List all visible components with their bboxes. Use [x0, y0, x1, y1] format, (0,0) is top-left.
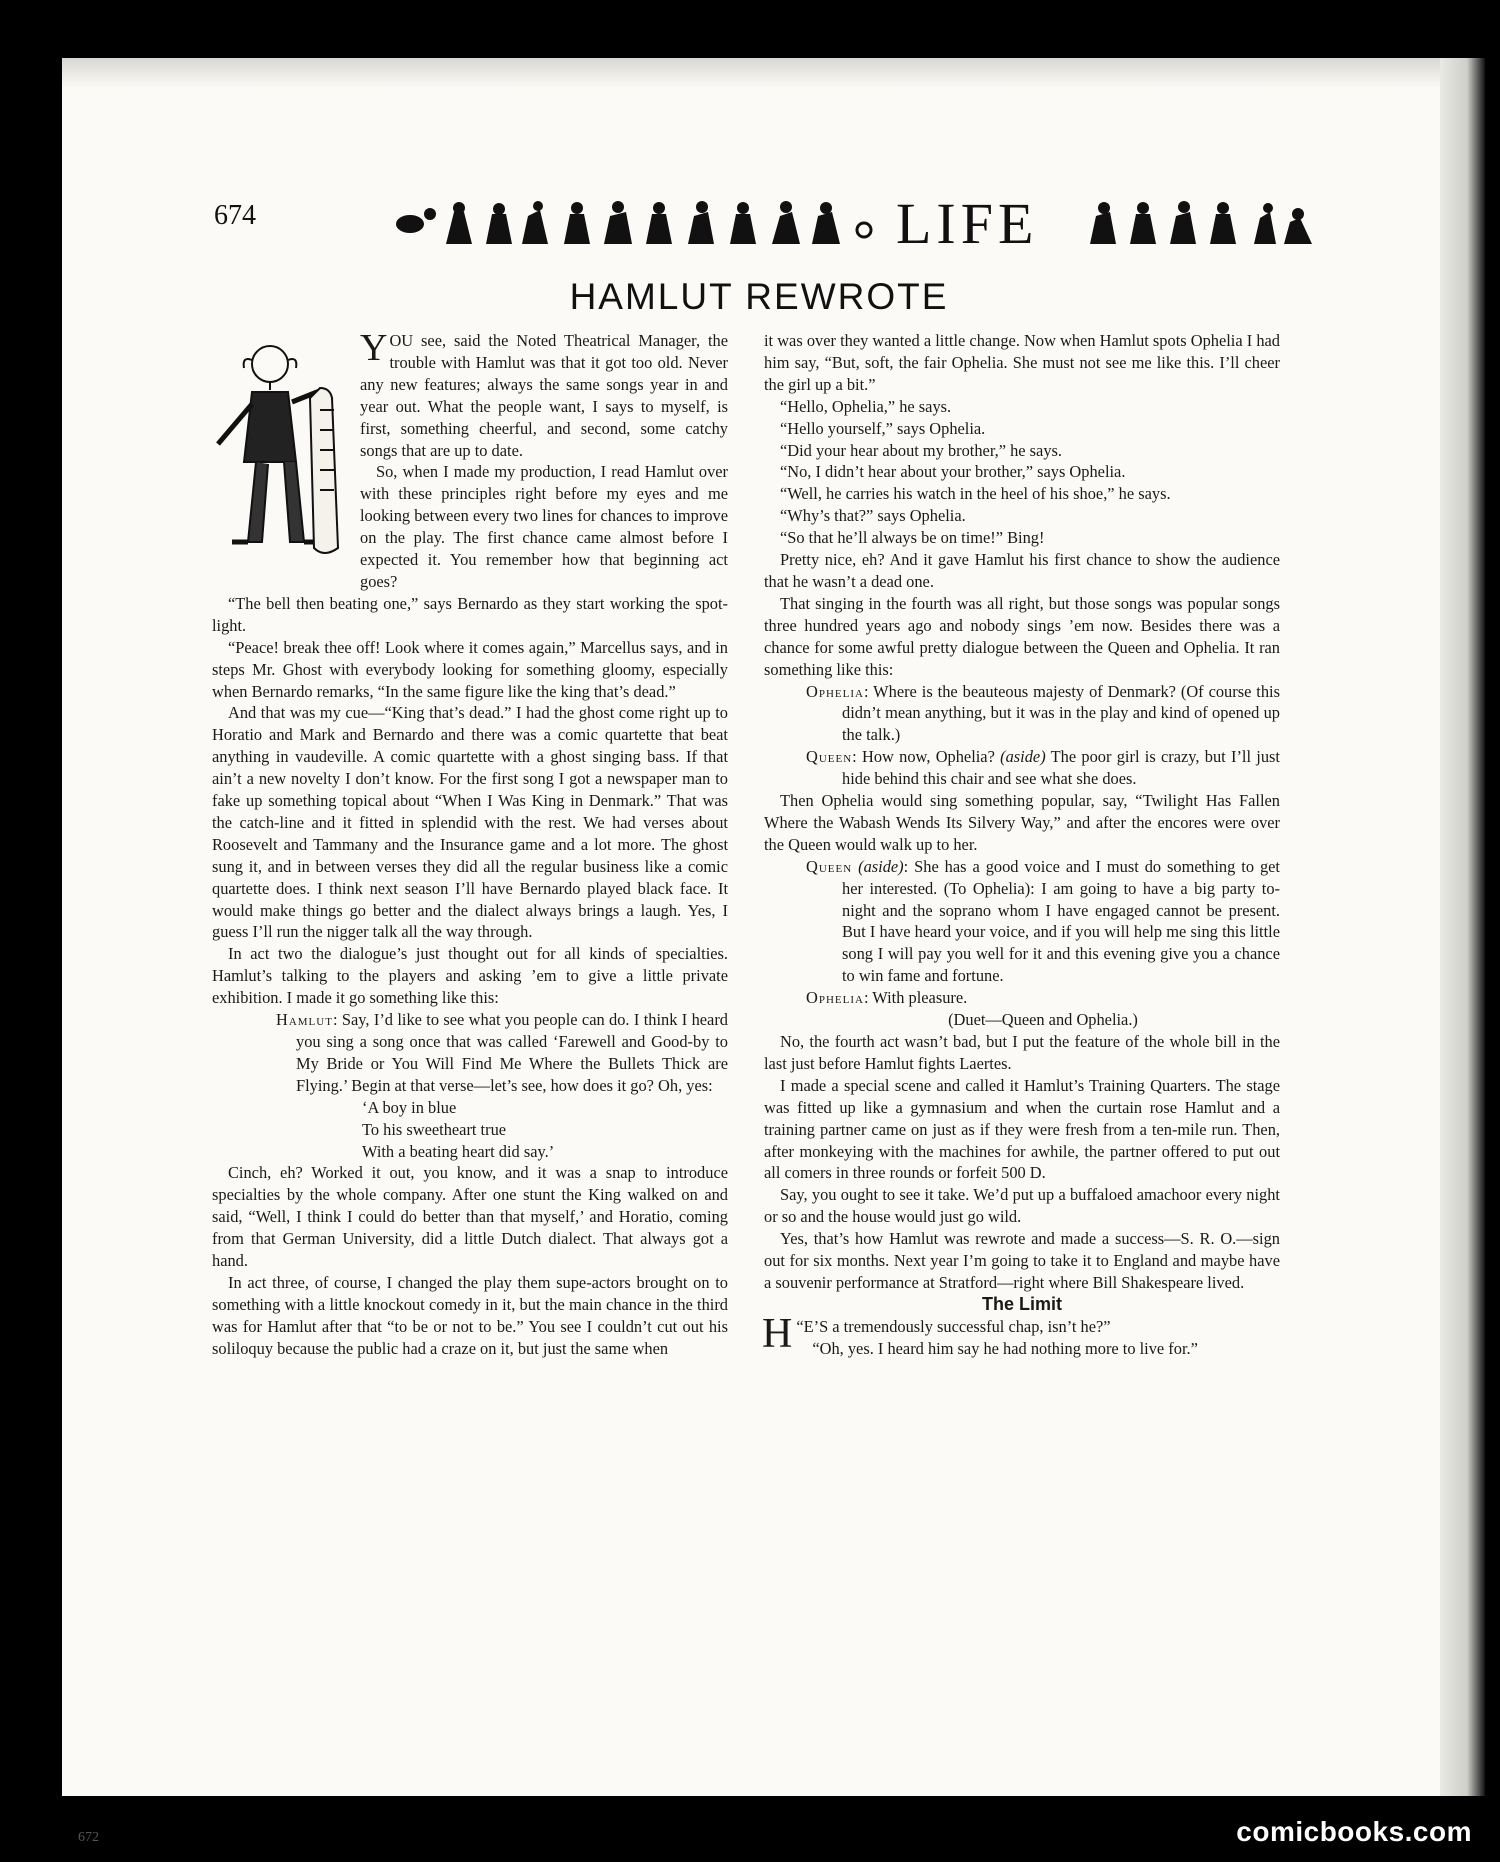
paragraph: “Did your hear about my brother,” he says.: [780, 440, 1062, 460]
dialogue-line: : Where is the beauteous majesty of Denmark? (Of course this didn’t mean anything, but it was in the play and kind of opened up the talk.): [842, 681, 1280, 745]
paragraph: Then Ophelia would sing something popular, say, “Twilight Has Fallen Where the Wabash Wends Its Silvery Way,” and after the encores were over the Queen would walk up to her.: [764, 791, 1280, 854]
article-title: HAMLUT REWROTE: [569, 276, 949, 317]
paragraph: Cinch, eh? Worked it out, you know, and it was a snap to introduce specialties by the whole company. After one stunt the King walked on and said, “Well, I think I could do better than that myself,’ and Horatio, coming from that German University, did a little Dutch dialect. That always got a hand.: [212, 1163, 728, 1271]
duet-direction: (Duet—Queen and Ophelia.): [948, 1010, 1138, 1030]
paragraph: Yes, that’s how Hamlut was rewrote and made a success—S. R. O.—sign out for six months. Next year I’m going to take it to England and maybe have a souvenir performance at Stratford—right where Bill Shakespeare lived.: [764, 1229, 1280, 1292]
speaker-name: Queen: [806, 856, 853, 876]
paragraph: Say, you ought to see it take. We’d put up a buffaloed amachoor every night or so and the house would just go wild.: [764, 1185, 1280, 1227]
margin-page-number: 672: [78, 1830, 99, 1845]
dancing-figures-left-decoration: [388, 200, 878, 246]
sidebar-title: The Limit: [982, 1293, 1062, 1314]
hamlut-dialogue: [276, 1009, 728, 1097]
dialogue-line: : With pleasure.: [863, 988, 968, 1008]
dialogue-line: : How now, Ophelia?: [852, 747, 1001, 767]
song-verse: [362, 1097, 728, 1163]
page-header: [214, 192, 1304, 262]
left-column: [212, 327, 728, 1360]
masthead-title: LIFE: [896, 191, 1039, 256]
paragraph: “No, I didn’t hear about your brother,” says Ophelia.: [780, 462, 1126, 482]
watermark: comicbooks.com: [1236, 1816, 1472, 1847]
dialogue-line: : Say, I’d like to see what you people can do. I think I heard you sing a song once that was called ‘Farewell and Good-by to My Bride or You Will Find Me Where the Bullets Thick are Flying.’ Begin at that verse—let’s see, how does it go? Oh, yes:: [296, 1010, 728, 1095]
open-quote: “: [796, 1316, 804, 1336]
speaker-name: Ophelia: [806, 988, 864, 1008]
right-column: [764, 330, 1280, 1360]
paragraph: OU see, said the Noted Theatrical Manager, the trouble with Hamlut was that it got too old. Never any new features; always the same songs year in and year out. What the people want, I says to myself, is first, something cheerful, and second, some catchy songs that are up to date.: [360, 331, 728, 460]
paragraph: “Peace! break thee off! Look where it comes again,” Marcellus says, and in steps Mr. Ghost with everybody looking for something gloomy, especially when Bernardo remarks, “In the same figure like the king that’s dead.”: [212, 637, 728, 701]
paragraph: I made a special scene and called it Hamlut’s Training Quarters. The stage was fitted up like a gymnasium and when the curtain rose Hamlut and a training partner came on just as if they were fresh from a ten-mile run. Then, after monkeying with the machines for awhile, the partner offered to put out all comers in three rounds or forfeit 500 D.: [764, 1075, 1280, 1183]
dialogue-line: The poor girl is crazy, but I’ll just hide behind this chair and see what she does.: [842, 747, 1280, 789]
paragraph: And that was my cue—“King that’s dead.” I had the ghost come right up to Horatio and Mark and Bernardo and there was a comic quartette that beat anything in vaudeville. A comic quartette with a ghost singing bass. If that ain’t a new novelty I don’t know. For the first song I got a newspaper man to fake up something topical about “When I Was King in Denmark.” That was the catch-line and it fitted in splendid with the rest. We had verses about Roosevelt and Tammany and the Insurance game and a lot more. The ghost sung it, and in between verses they did all the regular business like a comic quartette does. I think next season I’ll have Bernardo played black face. It would make things go better and the dialect always brings a laugh. Yes, I guess I’ll run the nigger talk all the way through.: [212, 703, 728, 942]
drop-cap: H: [762, 1310, 793, 1357]
stage-direction: (aside): [858, 856, 904, 876]
drop-cap: Y: [360, 327, 388, 369]
page-top-edge: [62, 58, 1482, 88]
queen-ophelia-dialogue: [806, 681, 1280, 791]
joke-line: E’S a tremendously successful chap, isn’t he?”: [803, 1316, 1111, 1336]
stage-direction: (aside): [1000, 747, 1046, 767]
speaker-name: Queen: [806, 747, 853, 767]
paragraph: “Well, he carries his watch in the heel of his shoe,” he says.: [780, 484, 1171, 504]
paragraph: “So that he’ll always be on time!” Bing!: [780, 528, 1045, 548]
queen-ophelia-dialogue-2: [806, 856, 1280, 1031]
verse-line: With a beating heart did say.’: [362, 1141, 555, 1161]
verse-line: ‘A boy in blue: [362, 1097, 457, 1117]
page-number: 674: [214, 200, 256, 231]
speaker-name: Ophelia: [806, 681, 864, 701]
paragraph: In act two the dialogue’s just thought out for all kinds of specialties. Hamlut’s talking to the players and asking ’em to give a little private exhibition. I made it go something like this:: [212, 944, 728, 1008]
dancing-figures-right-decoration: [1086, 200, 1314, 246]
speaker-name: Hamlut: [276, 1010, 333, 1030]
verse-line: To his sweetheart true: [362, 1119, 507, 1139]
paragraph: it was over they wanted a little change. Now when Hamlut spots Ophelia I had him say, “But, soft, the fair Ophelia. She must not see me like this. I’ll cheer the girl up a bit.”: [764, 331, 1280, 394]
paragraph: Pretty nice, eh? And it gave Hamlut his first chance to show the audience that he wasn’t a dead one.: [764, 550, 1280, 591]
theatrical-manager-illustration: [208, 330, 348, 570]
dialogue-line: : She has a good voice and I must do something to get her interested. (To Ophelia): I am going to have a big party to-night and the soprano whom I have engaged cannot be present. But I have heard your voice, and if you will help me sing this little song I will pay you well for it and this evening give you a chance to win fame and fortune.: [842, 856, 1280, 986]
paragraph: So, when I made my production, I read Hamlut over with these principles right before my eyes and me looking between every two lines for chances to improve on the play. The first chance came almost before I expected it. You remember how that beginning act goes?: [360, 462, 728, 591]
joke-line: “Oh, yes. I heard him say he had nothing more to live for.”: [812, 1338, 1198, 1358]
paragraph: In act three, of course, I changed the play them supe-actors brought on to something with a little knockout comedy in it, but the main chance in the third was for Hamlut after that “to be or not to be.” You see I couldn’t cut out his soliloquy because the public had a craze on it, but just the same when: [212, 1272, 728, 1358]
page-gutter-shadow: [1440, 58, 1485, 1796]
paragraph: “Hello yourself,” says Ophelia.: [780, 418, 986, 438]
paragraph: “The bell then beating one,” says Bernardo as they start working the spot-light.: [212, 593, 728, 635]
paragraph: That singing in the fourth was all right, but those songs was popular songs three hundred years ago and nobody sings ’em now. Besides there was a chance for some awful pretty dialogue between the Queen and Ophelia. It ran something like this:: [764, 593, 1280, 679]
paragraph: “Hello, Ophelia,” he says.: [780, 396, 952, 416]
paragraph: No, the fourth act wasn’t bad, but I put the feature of the whole bill in the last just before Hamlut fights Laertes.: [764, 1032, 1280, 1073]
paragraph: “Why’s that?” says Ophelia.: [780, 506, 966, 526]
